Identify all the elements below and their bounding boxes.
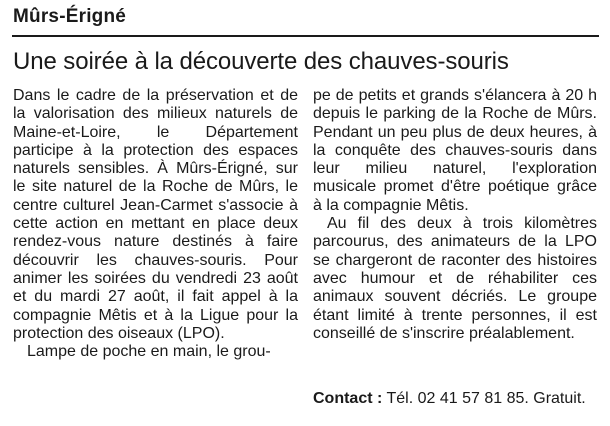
contact-label: Contact : [313, 390, 383, 407]
contact-details: Tél. 02 41 57 81 85. Gratuit. [386, 390, 586, 407]
heading-rule [12, 35, 599, 37]
paragraph-lamp-end: pe de petits et grands s'élancera à 20 h depuis le parking de la Roche de Mûrs. Pendant un peu plus de deux heures, à la conquête des chauves-souris dans leur milieu naturel, l'exploration musicale promet d'être poétique grâce à la compagnie Mêtis. [313, 87, 597, 214]
contact-line [313, 390, 586, 408]
paragraph-lpo: Au fil des deux à trois kilomètres parcourus, des animateurs de la LPO se chargeront de raconter des histoires avec humour et de réhabiliter ces animaux souvent décriés. Le groupe étant limité à trente personnes, il est conseillé de s'inscrire préalablement. [313, 215, 597, 342]
right-column [313, 87, 597, 343]
paragraph-lamp-start: Lampe de poche en main, le grou- [27, 343, 271, 361]
article-headline: Une soirée à la découverte des chauves-souris [13, 48, 509, 75]
locality-heading: Mûrs-Érigné [13, 6, 127, 27]
left-column [13, 87, 298, 361]
paragraph-intro: Dans le cadre de la préservation et de la valorisation des milieux naturels de Maine-et-Loire, le Département participe à la protection des espaces naturels sensibles. À Mûrs-Érigné, sur le site naturel de la Roche de Mûrs, le centre culturel Jean-Carmet s'associe à cette action en mettant en place deux rendez-vous nature destinés à faire découvrir les chauves-souris. Pour animer les soirées du vendredi 23 août et du mardi 27 août, il fait appel à la compagnie Mêtis et à la Ligue pour la protection des oiseaux (LPO). [13, 87, 298, 342]
